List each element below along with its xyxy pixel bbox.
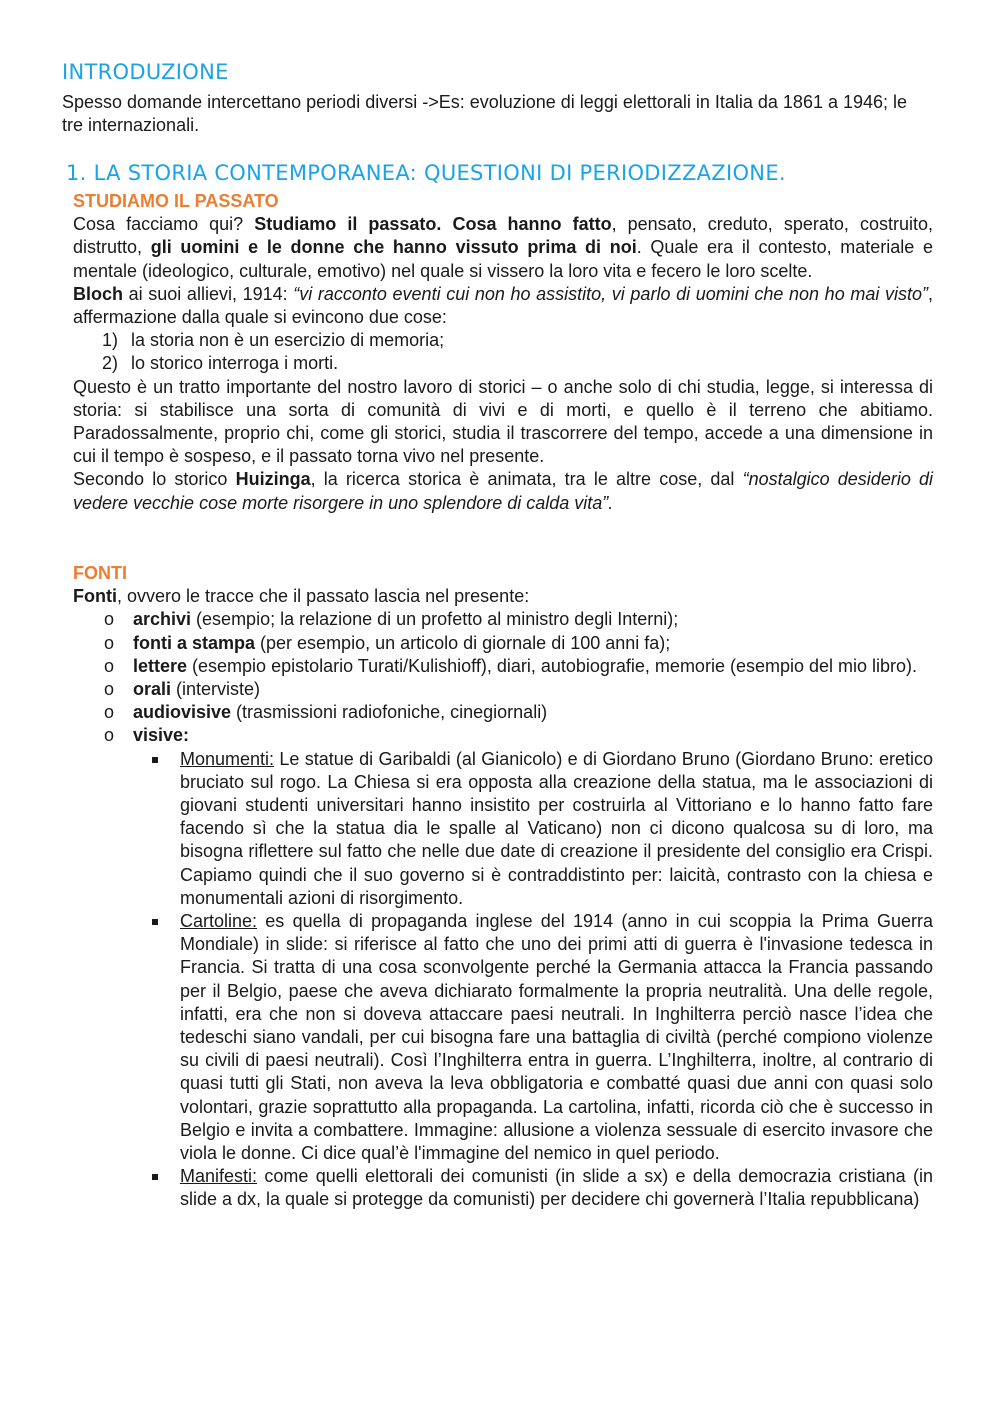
text-run: Le statue di Garibaldi (al Gianicolo) e di Giordano Bruno (Giordano Bruno: eretico bruciato sul rogo. La Chiesa si era opposta alla creazione della statua, ma le associazioni di giovani studenti universitari hanno insistito per costruirla al Vittoriano e lo hanno fatto fare facendo sì che la statua dia le spalle al Vaticano) non ci dicono qualcosa su di loro, ma bisogna riflettere sul fatto che nelle due date di creazione il presidente del consiglio era Crispi. Capiamo quindi che il suo governo si è contraddistinto per: laicità, contrasto con la chiesa e monumentali azioni di risorgimento.: [180, 748, 933, 908]
list-number: 2): [102, 353, 119, 374]
bold-run: Fonti: [73, 586, 117, 607]
text-run: Cosa facciamo qui?: [73, 214, 255, 235]
text-run: es quella di propaganda inglese del 1914 (anno in cui scoppia la Prima Guerra Mondiale) in slide: si riferisce al fatto che uno dei primi atti di guerra è l'invasione tedesca in Francia. Si tratta di una cosa sconvolgente perché la Germania attacca la Francia passando per il Belgio, paese che aveva dichiarato formalmente la propria neutralità. Una delle regole, infatti, era che non si doveva attaccare paesi neutrali. In Inghilterra perciò nasce l’idea che tedeschi siano vandali, per cui bisogna fare una battaglia di civiltà (perché compiono violenze su civili di paesi neutrali). Così l’Inghilterra entra in guerra. L’Inghilterra, inoltre, al contrario di quasi tutti gli Stati, non aveva la leva obbligatoria e combatté quasi due anni con quasi solo volontari, grazie soprattutto alla propaganda. La cartolina, infatti, ricorda ciò che è successo in Belgio e invita a combattere. Immagine: allusione a violenza sessuale di esercito invasore che viola le donne. Ci dice qual’è l'immagine del nemico in quel periodo.: [180, 911, 933, 1164]
circle-bullet-icon: o: [104, 655, 115, 676]
square-bullet-icon: [152, 919, 158, 925]
fonti-intro: [73, 585, 933, 608]
list-item: [73, 701, 933, 724]
passato-paragraph-2: [73, 283, 933, 329]
circle-bullet-icon: o: [104, 725, 115, 746]
text-run: , pensato, creduto, sperato, costruito, distrutto,: [73, 214, 933, 258]
list-item: [73, 632, 933, 655]
fonti-list: [73, 608, 933, 747]
bold-run: audiovisive: [133, 702, 232, 723]
section-fonti: [73, 562, 933, 1212]
text-run: , la ricerca storica è animata, tra le altre cose, dal: [310, 469, 743, 490]
text-run: (interviste): [171, 679, 261, 700]
author-bloch: Bloch: [73, 283, 124, 304]
visive-list: [73, 748, 933, 1212]
list-item-text: la storia non è un esercizio di memoria;: [131, 330, 445, 351]
text-run: (esempio epistolario Turati/Kulishioff), diari, autobiografie, memorie (esempio del mio libro).: [187, 655, 918, 676]
bold-run: lettere: [133, 655, 188, 676]
text-run: , affermazione dalla quale si evincono due cose:: [73, 283, 933, 328]
list-item: [73, 608, 933, 631]
bold-run: orali: [133, 679, 172, 700]
quote-huizinga: “nostalgico desiderio di vedere vecchie cose morte risorgere in uno splendore di calda vita”.: [73, 469, 934, 513]
list-item: [73, 655, 933, 678]
section-heading-passato: STUDIAMO IL PASSATO: [73, 191, 279, 211]
circle-bullet-icon: o: [104, 702, 115, 723]
bold-run: visive:: [133, 725, 190, 746]
text-run: . Quale era il contesto, materiale e mentale (ideologico, culturale, emotivo) nel quale si vissero la loro vita e fecero le loro scelte.: [73, 237, 934, 281]
quote-bloch: “vi racconto eventi cui non ho assistito, vi parlo di uomini che non ho mai visto”: [293, 283, 928, 304]
intro-title: INTRODUZIONE: [62, 60, 229, 84]
bold-run: Studiamo il passato. Cosa hanno fatto: [254, 214, 612, 235]
text-run: (trasmissioni radiofoniche, cinegiornali): [231, 702, 548, 723]
item-label-monumenti: Monumenti:: [180, 748, 275, 769]
section-heading-fonti: FONTI: [73, 563, 127, 583]
intro-paragraph: Spesso domande intercettano periodi diversi ->Es: evoluzione di leggi elettorali in Italia da 1861 a 1946; le tre internazionali.: [62, 92, 908, 136]
text-run: , ovvero le tracce che il passato lascia nel presente:: [116, 586, 530, 607]
list-number: 1): [102, 330, 119, 351]
circle-bullet-icon: o: [104, 679, 115, 700]
list-item: [73, 910, 933, 1165]
passato-paragraph-1: [73, 213, 933, 283]
square-bullet-icon: [152, 757, 158, 763]
list-item: [73, 678, 933, 701]
text-run: ai suoi allievi, 1914:: [123, 283, 294, 304]
numbered-list: [73, 329, 933, 375]
item-label-cartoline: Cartoline:: [180, 911, 258, 932]
list-item: [73, 748, 933, 910]
circle-bullet-icon: o: [104, 632, 115, 653]
author-huizinga: Huizinga: [235, 469, 311, 490]
circle-bullet-icon: o: [104, 609, 115, 630]
item-label-manifesti: Manifesti:: [180, 1166, 258, 1187]
square-bullet-icon: [152, 1174, 158, 1180]
list-item-text: lo storico interroga i morti.: [131, 353, 339, 374]
text-run: Secondo lo storico: [73, 469, 236, 490]
text-run: come quelli elettorali dei comunisti (in slide a sx) e della democrazia cristiana (in slide a dx, la quale si protegge da comunisti) per decidere chi governerà l’Italia repubblicana): [180, 1166, 933, 1210]
passato-paragraph-3: Questo è un tratto importante del nostro lavoro di storici – o anche solo di chi studia, legge, si interessa di storia: si stabilisce una sorta di comunità di vivi e di morti, e quello è il terreno che abitiamo. Paradossalmente, proprio chi, come gli storici, studia il trascorrere del tempo, accede a una dimensione in cui il tempo è sospeso, e il passato torna vivo nel presente.: [73, 376, 933, 467]
passato-paragraph-4: [73, 468, 933, 514]
bold-run: archivi: [133, 609, 192, 630]
list-item: [73, 352, 933, 375]
bold-run: fonti a stampa: [133, 632, 256, 653]
bold-run: gli uomini e le donne che hanno vissuto prima di noi: [150, 237, 637, 258]
text-run: (esempio; la relazione di un profetto al ministro degli Interni);: [191, 609, 679, 630]
text-run: (per esempio, un articolo di giornale di 100 anni fa);: [255, 632, 671, 653]
list-item: [73, 1165, 933, 1211]
section-passato: [73, 190, 933, 515]
list-item: [73, 329, 933, 352]
list-item: [73, 724, 933, 747]
chapter-title: 1. LA STORIA CONTEMPORANEA: QUESTIONI DI PERIODIZZAZIONE.: [66, 161, 786, 185]
